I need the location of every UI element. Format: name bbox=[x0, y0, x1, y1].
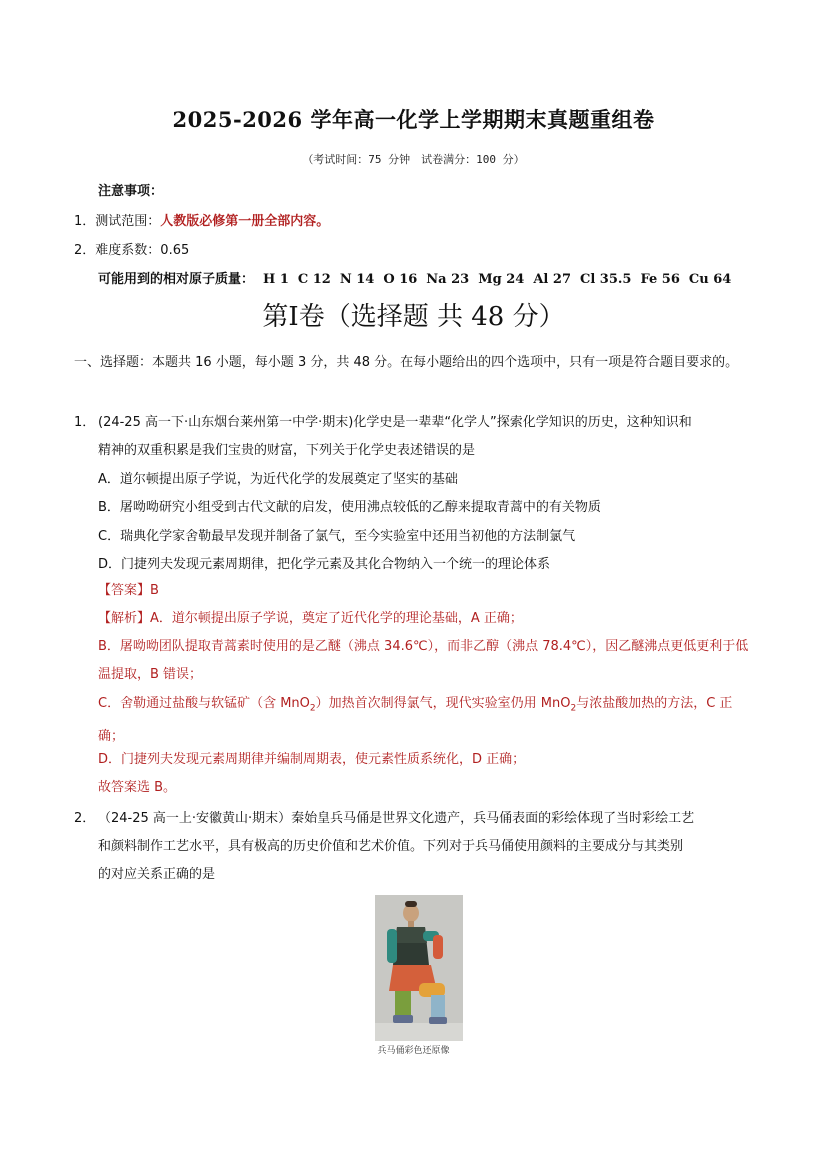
notice-item-number: 2． bbox=[74, 243, 96, 258]
notice-item-value: 0.65 bbox=[160, 243, 190, 258]
analysis-d: D．门捷列夫发现元素周期律并编制周期表，使元素性质系统化，D 正确； bbox=[98, 752, 526, 767]
question-stem: 和颜料制作工艺水平，具有极高的历史价值和艺术价值。下列对于兵马俑使用颜料的主要成分与其类别 bbox=[98, 839, 684, 854]
question-number: 2． bbox=[74, 811, 96, 826]
atomic-mass: Na 23 bbox=[426, 272, 470, 287]
subscript: 2 bbox=[570, 703, 577, 714]
notice-item-scope bbox=[74, 210, 329, 229]
answer: 【答案】B bbox=[98, 583, 159, 598]
analysis-text: C．舍勒通过盐酸与软锰矿（含 MnO bbox=[98, 696, 310, 711]
analysis-c bbox=[98, 690, 758, 751]
notice-item-label: 测试范围： bbox=[95, 214, 161, 229]
notice-item-value: 人教版必修第一册全部内容。 bbox=[160, 214, 330, 229]
option-c: C．瑞典化学家舍勒最早发现并制备了氯气，至今实验室中还用当初他的方法制氯气 bbox=[98, 529, 576, 544]
terracotta-warrior-illustration bbox=[375, 895, 463, 1041]
notice-item-difficulty bbox=[74, 239, 189, 258]
terracotta-warrior-image bbox=[375, 895, 463, 1041]
atomic-mass: Cu 64 bbox=[688, 272, 732, 287]
atomic-mass: H 1 bbox=[263, 272, 289, 287]
atomic-mass: Fe 56 bbox=[640, 272, 680, 287]
analysis-a: 【解析】A．道尔顿提出原子学说，奠定了近代化学的理论基础，A 正确； bbox=[98, 611, 523, 626]
atomic-mass: N 14 bbox=[339, 272, 375, 287]
question-stem: （24-25 高一上·安徽黄山·期末）秦始皇兵马俑是世界文化遗产，兵马俑表面的彩绘体现了当时彩绘工艺 bbox=[98, 811, 695, 826]
notice-item-label: 难度系数： bbox=[95, 243, 161, 258]
atomic-mass: C 12 bbox=[297, 272, 331, 287]
notice-heading: 注意事项： bbox=[98, 184, 164, 199]
option-d: D．门捷列夫发现元素周期律，把化学元素及其化合物纳入一个统一的理论体系 bbox=[98, 557, 551, 572]
question-stem: 精神的双重积累是我们宝贵的财富，下列关于化学史表述错误的是 bbox=[98, 443, 476, 458]
option-a: A．道尔顿提出原子学说，为近代化学的发展奠定了坚实的基础 bbox=[98, 472, 458, 487]
atomic-masses-label: 可能用到的相对原子质量： bbox=[98, 272, 255, 287]
exam-info: （考试时间：75 分钟 试卷满分：100 分） bbox=[302, 153, 525, 166]
atomic-masses bbox=[98, 268, 731, 287]
analysis-text: ）加热首次制得氯气，现代实验室仍用 MnO bbox=[315, 696, 571, 711]
atomic-mass: Cl 35.5 bbox=[580, 272, 632, 287]
option-b: B．屠呦呦研究小组受到古代文献的启发，使用沸点较低的乙醇来提取青蒿中的有关物质 bbox=[98, 500, 601, 515]
atomic-mass: Al 27 bbox=[533, 272, 571, 287]
conclusion: 故答案选 B。 bbox=[98, 780, 177, 795]
question-stem: 的对应关系正确的是 bbox=[98, 867, 216, 882]
subscript: 2 bbox=[309, 703, 316, 714]
atomic-mass: O 16 bbox=[383, 272, 418, 287]
figure-caption: 兵马俑彩色还原像 bbox=[377, 1046, 450, 1056]
question-number: 1． bbox=[74, 415, 96, 430]
question-stem: (24-25 高一下·山东烟台莱州第一中学·期末)化学史是一辈辈“化学人”探索化学知识的历史，这种知识和 bbox=[98, 415, 692, 430]
atomic-mass: Mg 24 bbox=[478, 272, 525, 287]
notice-item-number: 1． bbox=[74, 214, 96, 229]
analysis-b: B．屠呦呦团队提取青蒿素时使用的是乙醚（沸点 34.6℃），而非乙醇（沸点 78.4℃），因乙醚沸点更低更利于低温提取，B 错误； bbox=[98, 639, 749, 682]
section-title: 第I卷（选择题 共 48 分） bbox=[262, 302, 565, 332]
page-title: 2025-2026 学年高一化学上学期期末真题重组卷 bbox=[172, 107, 655, 132]
section-instruction: 一、选择题：本题共 16 小题，每小题 3 分，共 48 分。在每小题给出的四个选项中，只有一项是符合题目要求的。 bbox=[74, 355, 739, 370]
analysis-text: 与浓盐酸加热的方法，C 正确； bbox=[98, 696, 733, 744]
